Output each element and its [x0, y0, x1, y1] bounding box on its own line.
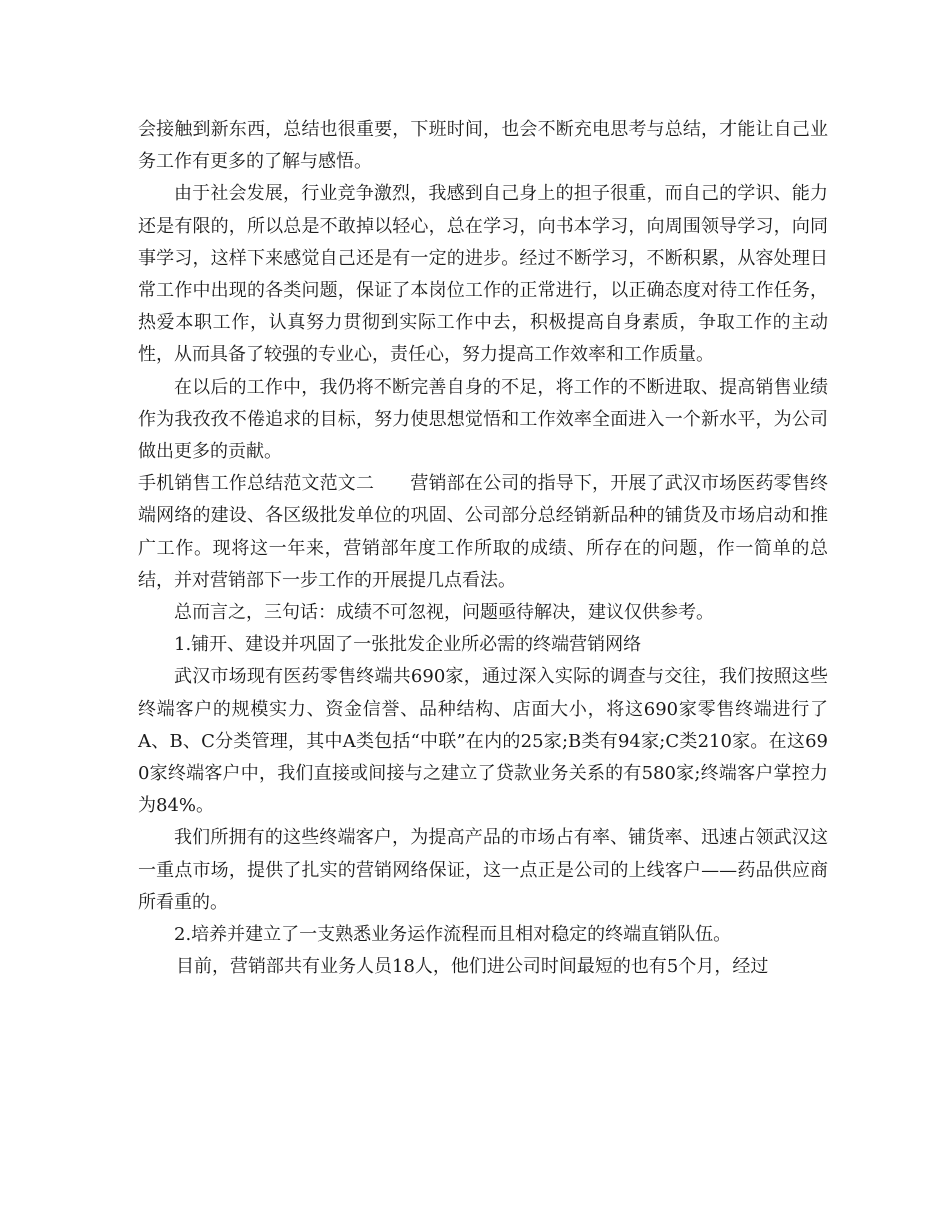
paragraph-section-two-intro: 手机销售工作总结范文范文二 营销部在公司的指导下，开展了武汉市场医药零售终端网络的建设、各区级批发单位的巩固、公司部分总经销新品种的铺货及市场启动和推广工作。现将这一年来，营销部年度工作所取的成绩、所存在的问题，作一简单的总结，并对营销部下一步工作的开展提几点看法。 [138, 473, 828, 591]
paragraph-learning: 由于社会发展，行业竞争激烈，我感到自己身上的担子很重，而自己的学识、能力还是有限的，所以总是不敢掉以轻心，总在学习，向书本学习，向周围领导学习，向同事学习，这样下来感觉自己还是有一定的进步。经过不断学习，不断积累，从容处理日常工作中出现的各类问题，保证了本岗位工作的正常进行，以正确态度对待工作任务，热爱本职工作，认真努力贯彻到实际工作中去，积极提高自身素质，争取工作的主动性，从而具备了较强的专业心，责任心，努力提高工作效率和工作质量。 [138, 183, 828, 366]
heading-item-2: 2.培养并建立了一支熟悉业务运作流程而且相对稳定的终端直销队伍。 [174, 924, 732, 946]
paragraph-terminal-network: 武汉市场现有医药零售终端共690家，通过深入实际的调查与交往，我们按照这些终端客户的规模实力、资金信誉、品种结构、店面大小，将这690家零售终端进行了A、B、C分类管理，其中A类包括“中联”在内的25家;B类有94家;C类210家。在这690家终端客户中，我们直接或间接与之建立了贷款业务关系的有580家;终端客户掌控力为84%。 [138, 666, 828, 817]
paragraph-continuation: 会接触到新东西，总结也很重要，下班时间，也会不断充电思考与总结，才能让自己业务工作有更多的了解与感悟。 [138, 119, 828, 173]
document-body [138, 114, 828, 983]
paragraph-terminal-customers: 我们所拥有的这些终端客户，为提高产品的市场占有率、铺货率、迅速占领武汉这一重点市场，提供了扎实的营销网络保证，这一点正是公司的上线客户——药品供应商所看重的。 [138, 827, 828, 913]
heading-item-1: 1.铺开、建设并巩固了一张批发企业所必需的终端营销网络 [174, 634, 642, 656]
paragraph-future-work: 在以后的工作中，我仍将不断完善自身的不足，将工作的不断进取、提高销售业绩作为我孜孜不倦追求的目标，努力使思想觉悟和工作效率全面进入一个新水平，为公司做出更多的贡献。 [138, 376, 828, 463]
paragraph-summary: 总而言之，三句话：成绩不可忽视，问题亟待解决，建议仅供参考。 [174, 602, 714, 624]
paragraph-sales-team: 目前，营销部共有业务人员18人，他们进公司时间最短的也有5个月，经过 [176, 956, 769, 978]
